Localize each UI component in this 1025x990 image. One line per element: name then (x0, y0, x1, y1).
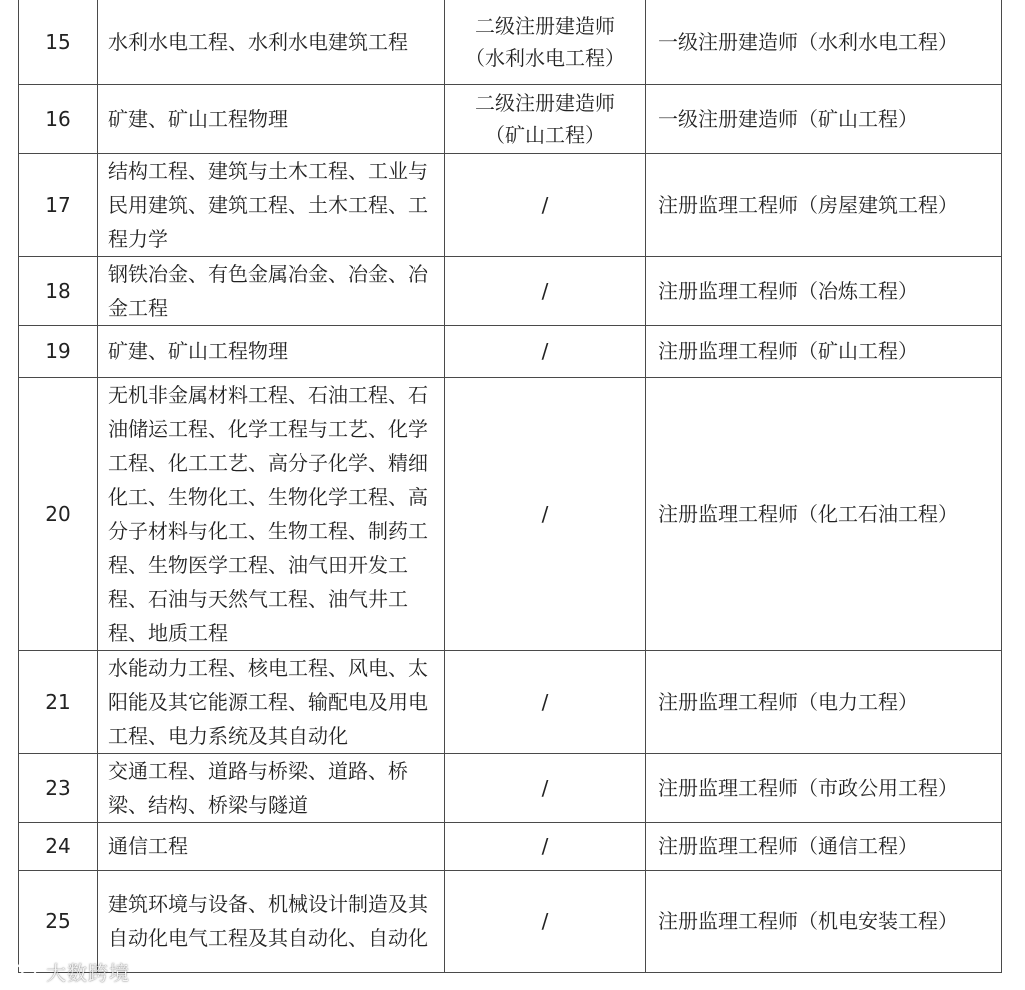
qualification-cell: 一级注册建造师（水利水电工程） (646, 0, 1002, 84)
secondary-qualification-cell: / (445, 256, 646, 325)
table-row (19, 377, 1002, 650)
major-cell: 水利水电工程、水利水电建筑工程 (98, 0, 445, 84)
major-cell: 钢铁冶金、有色金属冶金、冶金、冶金工程 (98, 256, 445, 325)
qualification-cell: 注册监理工程师（电力工程） (646, 650, 1002, 753)
qualification-cell: 注册监理工程师（市政公用工程） (646, 753, 1002, 822)
major-cell: 矿建、矿山工程物理 (98, 325, 445, 377)
watermark (4, 956, 130, 986)
major-cell: 建筑环境与设备、机械设计制造及其自动化电气工程及其自动化、自动化 (98, 870, 445, 972)
secondary-qualification-cell: / (445, 870, 646, 972)
major-cell: 无机非金属材料工程、石油工程、石油储运工程、化学工程与工艺、化学工程、化工工艺、高分子化学、精细化工、生物化工、生物化学工程、高分子材料与化工、生物工程、制药工程、生物医学工程、油气田开发工程、石油与天然气工程、油气井工程、地质工程 (98, 377, 445, 650)
secondary-qualification-cell (445, 84, 646, 153)
row-number: 16 (19, 84, 98, 153)
row-number: 18 (19, 256, 98, 325)
secondary-qualification-cell (445, 0, 646, 84)
major-cell: 通信工程 (98, 822, 445, 870)
secondary-qualification-text: 二级注册建造师 （水利水电工程） (465, 13, 625, 70)
table-row (19, 650, 1002, 753)
brand-logo-icon (4, 959, 40, 983)
row-number: 17 (19, 153, 98, 256)
major-cell: 水能动力工程、核电工程、风电、太阳能及其它能源工程、输配电及用电工程、电力系统及其自动化 (98, 650, 445, 753)
table-row (19, 753, 1002, 822)
qualification-cell: 注册监理工程师（通信工程） (646, 822, 1002, 870)
row-number: 23 (19, 753, 98, 822)
qualification-cell: 注册监理工程师（房屋建筑工程） (646, 153, 1002, 256)
watermark-text: 大数跨境 (46, 960, 130, 985)
secondary-qualification-cell: / (445, 325, 646, 377)
secondary-qualification-cell: / (445, 377, 646, 650)
qualification-cell: 注册监理工程师（矿山工程） (646, 325, 1002, 377)
qualification-cell: 注册监理工程师（化工石油工程） (646, 377, 1002, 650)
table-row (19, 84, 1002, 153)
qualification-table-container (18, 0, 1001, 973)
qualification-cell: 一级注册建造师（矿山工程） (646, 84, 1002, 153)
table-row (19, 870, 1002, 972)
secondary-qualification-text: 二级注册建造师 （矿山工程） (475, 90, 615, 147)
major-cell: 结构工程、建筑与土木工程、工业与民用建筑、建筑工程、土木工程、工程力学 (98, 153, 445, 256)
secondary-qualification-cell: / (445, 822, 646, 870)
major-cell: 交通工程、道路与桥梁、道路、桥梁、结构、桥梁与隧道 (98, 753, 445, 822)
table-row (19, 325, 1002, 377)
table-row (19, 153, 1002, 256)
row-number: 25 (19, 870, 98, 972)
secondary-qualification-cell: / (445, 753, 646, 822)
row-number: 21 (19, 650, 98, 753)
row-number: 24 (19, 822, 98, 870)
row-number: 19 (19, 325, 98, 377)
secondary-qualification-cell: / (445, 650, 646, 753)
qualification-cell: 注册监理工程师（冶炼工程） (646, 256, 1002, 325)
table-row (19, 822, 1002, 870)
row-number: 15 (19, 0, 98, 84)
table-row (19, 0, 1002, 84)
qualification-cell: 注册监理工程师（机电安装工程） (646, 870, 1002, 972)
row-number: 20 (19, 377, 98, 650)
qualification-table (18, 0, 1002, 973)
major-cell: 矿建、矿山工程物理 (98, 84, 445, 153)
secondary-qualification-cell: / (445, 153, 646, 256)
table-row (19, 256, 1002, 325)
